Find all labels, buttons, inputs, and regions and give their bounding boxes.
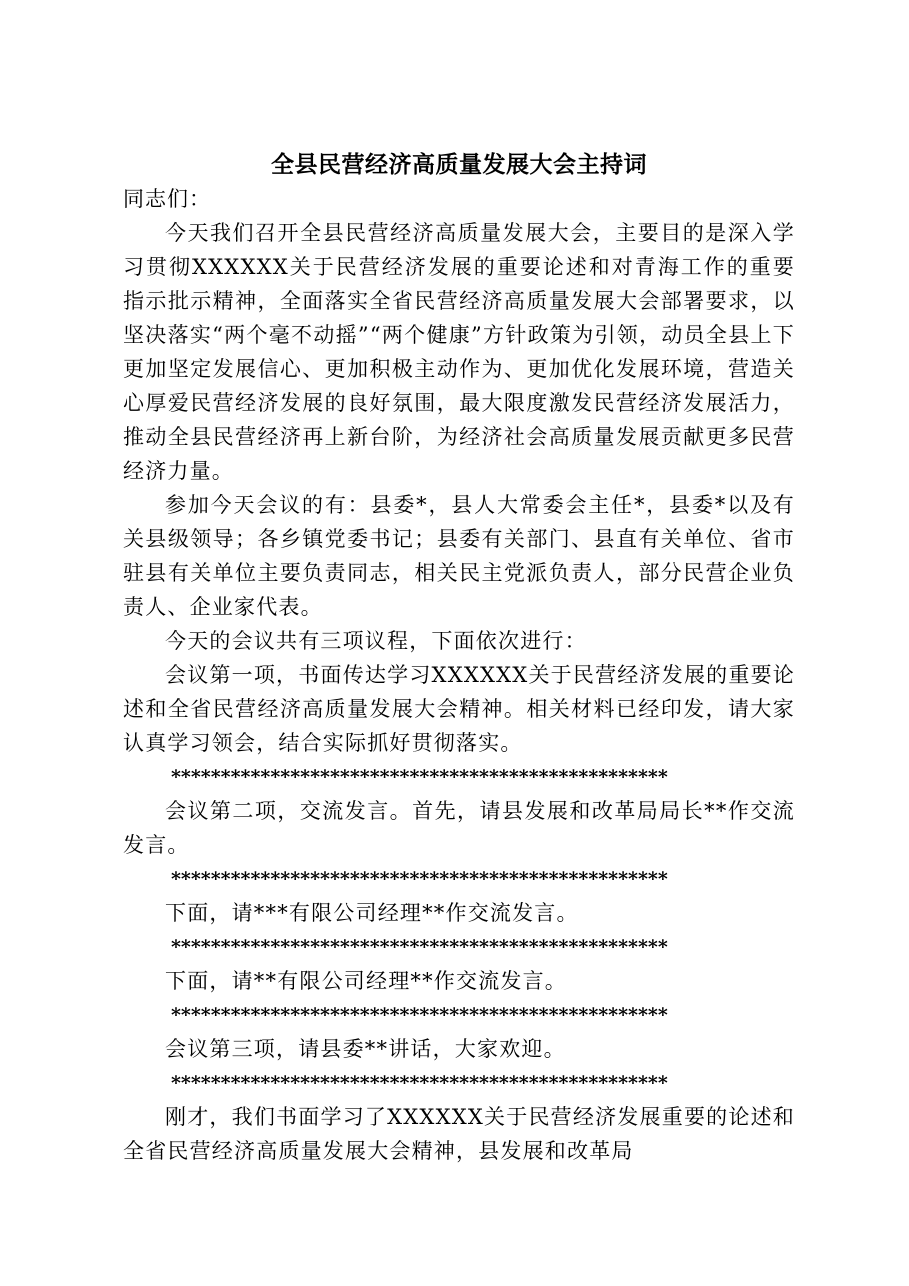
separator-line: ************************************************** bbox=[171, 868, 668, 890]
paragraph-speaker-3: 下面，请**有限公司经理**作交流发言。 bbox=[165, 969, 567, 993]
paragraph-agenda-item-1: 会议第一项，书面传达学习XXXXXX关于民营经济发展的重要论述和全省民营经济高质量发展大会精神。相关材料已经印发，请大家认真学习领会，结合实际抓好贯彻落实。 bbox=[123, 663, 795, 755]
separator-line: ************************************************** bbox=[171, 1004, 668, 1026]
separator-line: ************************************************** bbox=[171, 1072, 668, 1094]
document-page bbox=[123, 148, 795, 1168]
paragraph-purpose: 今天我们召开全县民营经济高质量发展大会，主要目的是深入学习贯彻XXXXXX关于民营经济发展的重要论述和对青海工作的重要指示批示精神，全面落实全省民营经济高质量发展大会部署要求，以坚决落实“两个毫不动摇”“两个健康”方针政策为引领，动员全县上下更加坚定发展信心、更加积极主动作为、更加优化发展环境，营造关心厚爱民营经济发展的良好氛围，最大限度激发民营经济发展活力，推动全县民营经济再上新台阶，为经济社会高质量发展贡献更多民营经济力量。 bbox=[123, 221, 795, 483]
paragraph-speaker-2: 下面，请***有限公司经理**作交流发言。 bbox=[165, 901, 579, 925]
paragraph-agenda-intro: 今天的会议共有三项议程，下面依次进行： bbox=[165, 629, 587, 653]
separator-line: ************************************************** bbox=[171, 936, 668, 958]
document-title: 全县民营经济高质量发展大会主持词 bbox=[271, 151, 647, 178]
paragraph-summary: 刚才，我们书面学习了XXXXXX关于民营经济发展重要的论述和全省民营经济高质量发展大会精神，县发展和改革局 bbox=[123, 1105, 795, 1163]
separator-line: ************************************************** bbox=[171, 766, 668, 788]
paragraph-attendees: 参加今天会议的有：县委*，县人大常委会主任*，县委*以及有关县级领导；各乡镇党委书记；县委有关部门、县直有关单位、省市驻县有关单位主要负责同志，相关民主党派负责人，部分民营企业负责人、企业家代表。 bbox=[123, 493, 795, 619]
paragraph-agenda-item-2: 会议第二项，交流发言。首先，请县发展和改革局局长**作交流发言。 bbox=[123, 799, 795, 857]
paragraph-agenda-item-3: 会议第三项，请县委**讲话，大家欢迎。 bbox=[165, 1037, 566, 1061]
greeting: 同志们： bbox=[123, 187, 211, 211]
